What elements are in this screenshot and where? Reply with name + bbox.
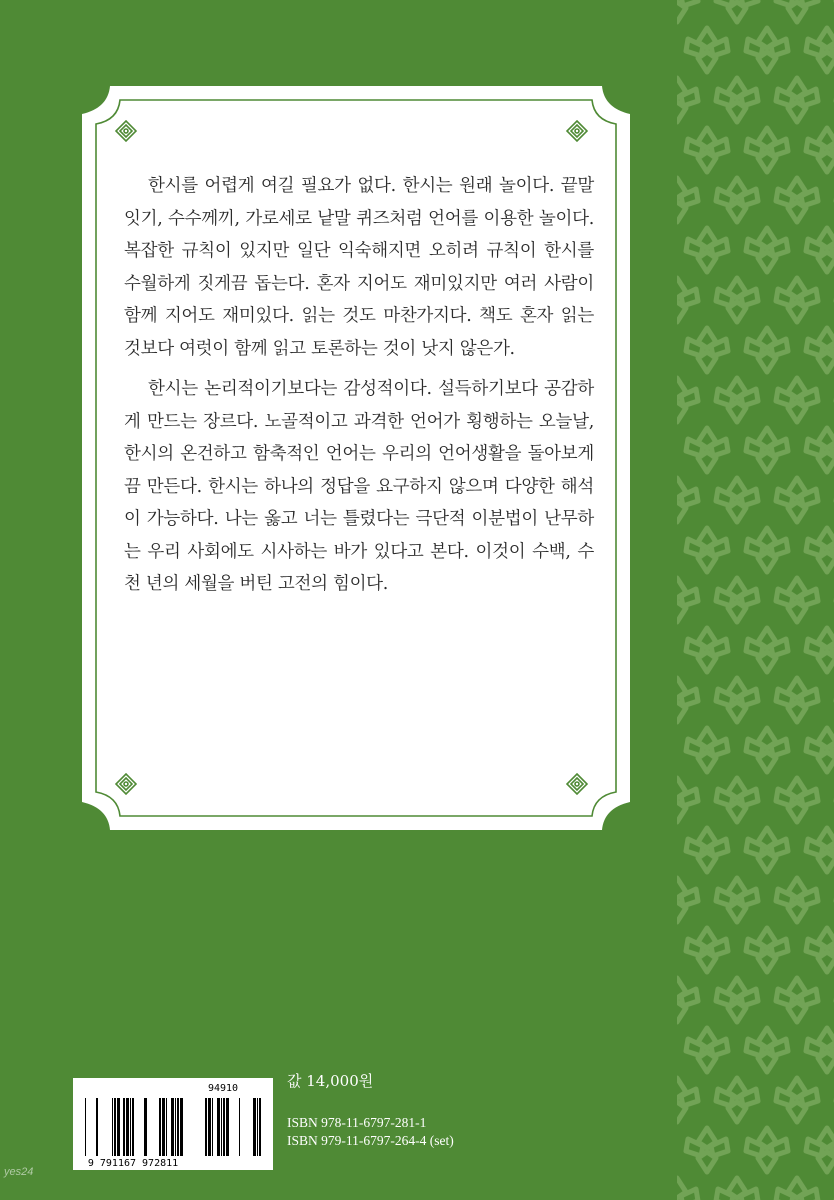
isbn-line-2: ISBN 979-11-6797-264-4 (set) <box>287 1133 454 1148</box>
floral-pattern-strip <box>677 0 834 1200</box>
barcode-bar <box>166 1098 167 1156</box>
diamond-knot-icon <box>115 773 137 795</box>
barcode-bar <box>123 1098 125 1156</box>
barcode-bar <box>259 1098 261 1156</box>
barcode-bar <box>114 1098 116 1156</box>
paragraph-2: 한시는 논리적이기보다는 감성적이다. 설득하기보다 공감하게 만드는 장르다. 노골적이고 과격한 언어가 횡행하는 오늘날, 한시의 온건하고 함축적인 언어는 우리의 언어생활을 돌아보게끔 만든다. 한시는 하나의 정답을 요구하지 않으며 다양한 해석이 가능하다. 나는 옳고 너는 틀렸다는 극단적 이분법이 난무하는 우리 사회에도 시사하는 바가 있다고 본다. 이것이 수백, 수천 년의 세월을 버틴 고전의 힘이다. <box>124 379 594 594</box>
barcode-bar <box>257 1098 258 1156</box>
barcode-bar <box>239 1098 240 1156</box>
barcode-bar <box>144 1098 147 1156</box>
barcode-bar <box>159 1098 161 1156</box>
barcode-bar <box>171 1098 174 1156</box>
diamond-knot-icon <box>115 120 137 142</box>
barcode-main-digits: 9 791167 972811 <box>87 1158 179 1169</box>
barcode-bar <box>117 1098 120 1156</box>
barcode-bar <box>217 1098 220 1156</box>
barcode-bar <box>212 1098 213 1156</box>
isbn-line-1: ISBN 978-11-6797-281-1 <box>287 1115 427 1130</box>
barcode-bar <box>175 1098 176 1156</box>
barcode-bar <box>126 1098 129 1156</box>
barcode-bar <box>85 1098 86 1156</box>
barcode-bar <box>253 1098 256 1156</box>
barcode-bar <box>180 1098 183 1156</box>
barcode-bar <box>132 1098 134 1156</box>
barcode-bar <box>162 1098 165 1156</box>
watermark: yes24 <box>4 1166 34 1178</box>
barcode-bar <box>177 1098 179 1156</box>
barcode <box>73 1078 273 1170</box>
barcode-addon-digits: 94910 <box>207 1083 239 1094</box>
diamond-knot-icon <box>566 120 588 142</box>
barcode-bar <box>226 1098 229 1156</box>
paragraph-1: 한시를 어렵게 여길 필요가 없다. 한시는 원래 놀이다. 끝말잇기, 수수께끼, 가로세로 낱말 퀴즈처럼 언어를 이용한 놀이다. 복잡한 규칙이 있지만 일단 익숙해지면 오히려 규칙이 한시를 수월하게 짓게끔 돕는다. 혼자 지어도 재미있지만 여러 사람이 함께 지어도 재미있다. 읽는 것도 마찬가지다. 책도 혼자 읽는 것보다 여럿이 함께 읽고 토론하는 것이 낫지 않은가. <box>124 176 594 359</box>
barcode-graphic <box>73 1078 273 1170</box>
barcode-bar <box>96 1098 98 1156</box>
diamond-knot-icon <box>566 773 588 795</box>
price-label: 값 14,000원 <box>287 1072 374 1090</box>
barcode-bars <box>85 1098 261 1156</box>
barcode-bar <box>221 1098 222 1156</box>
barcode-bar <box>208 1098 211 1156</box>
blurb-text <box>124 170 594 609</box>
barcode-bar <box>205 1098 207 1156</box>
barcode-bar <box>130 1098 131 1156</box>
barcode-bar <box>112 1098 113 1156</box>
barcode-bar <box>223 1098 225 1156</box>
